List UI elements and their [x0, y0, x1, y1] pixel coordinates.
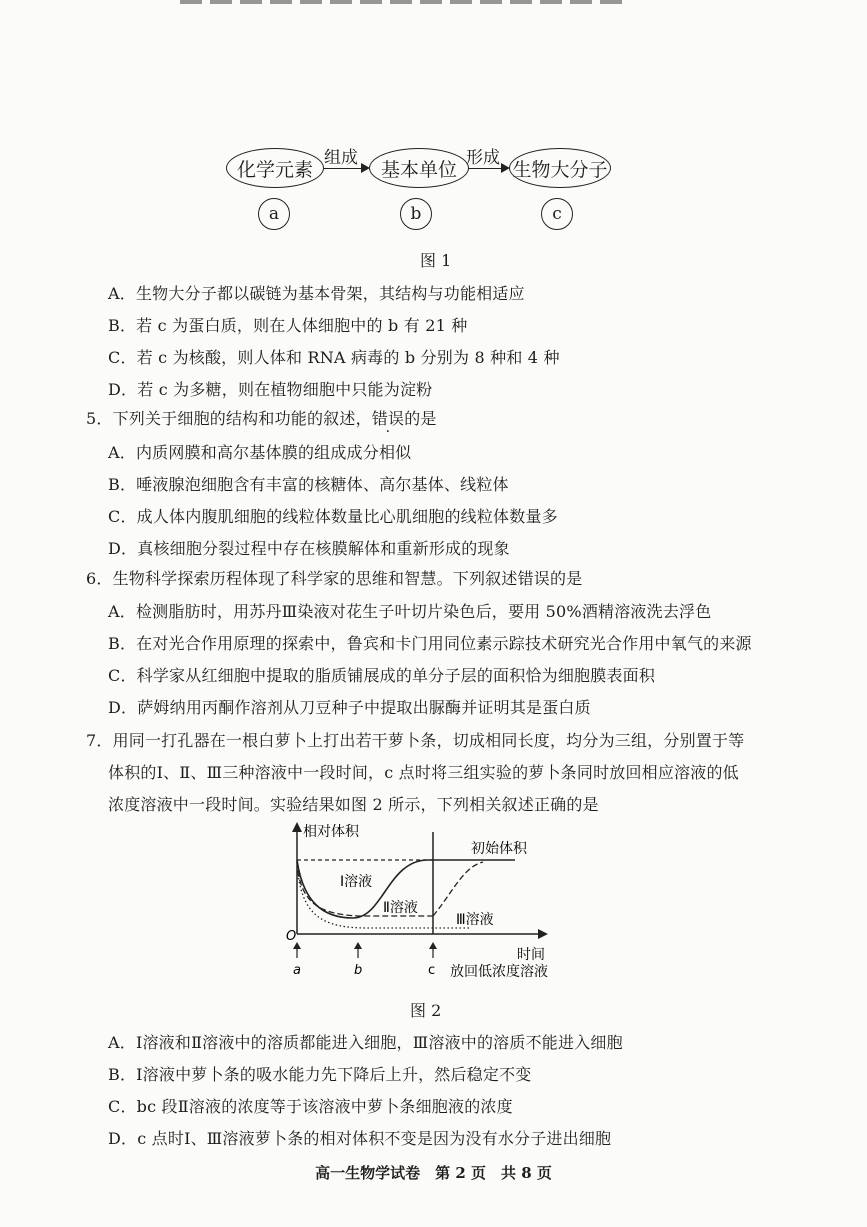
q7-option-a: A．Ⅰ溶液和Ⅱ溶液中的溶质都能进入细胞，Ⅲ溶液中的溶质不能进入细胞 [108, 1033, 623, 1052]
marker-b-arrowhead [354, 942, 362, 949]
arrow-label-compose: 组成 [324, 148, 358, 168]
q7-option-b: B．Ⅰ溶液中萝卜条的吸水能力先下降后上升，然后稳定不变 [108, 1065, 532, 1084]
q5-option-b: B．唾液腺泡细胞含有丰富的核糖体、高尔基体、线粒体 [108, 475, 509, 494]
initial-volume-label: 初始体积 [471, 841, 527, 857]
figure-2-caption: 图 2 [410, 1001, 442, 1020]
marker-a-label: a [293, 963, 301, 978]
q6-option-d: D．萨姆纳用丙酮作溶剂从刀豆种子中提取出脲酶并证明其是蛋白质 [108, 698, 591, 717]
q6-stem-emphasis: 错误 [517, 569, 550, 588]
q6-option-c: C．科学家从红细胞中提取的脂质铺展成的单分子层的面积恰为细胞膜表面积 [108, 666, 656, 685]
solution-3-label: Ⅲ溶液 [456, 912, 494, 928]
x-axis-label: 时间 [517, 947, 545, 963]
q5-option-d: D．真核细胞分裂过程中存在核膜解体和重新形成的现象 [108, 539, 510, 558]
marker-b-label: b [354, 963, 363, 978]
circle-c: c [541, 198, 573, 230]
arrow-1 [324, 168, 368, 169]
q7-stem-line-3: 浓度溶液中一段时间。实验结果如图 2 所示，下列相关叙述正确的是 [108, 795, 599, 814]
circle-b: b [400, 198, 432, 230]
figure-2-graph [278, 822, 568, 992]
figure-1-flowchart [0, 140, 867, 240]
page-top-edge [180, 0, 630, 4]
q5-stem-emphasis: 错误 [371, 409, 405, 428]
figure-1-caption: 图 1 [420, 251, 452, 270]
marker-c-arrowhead [429, 942, 437, 949]
q4-option-c: C．若 c 为核酸，则人体和 RNA 病毒的 b 分别为 8 种和 4 种 [108, 348, 560, 367]
node-biomacromolecule: 生物大分子 [509, 148, 611, 188]
solution-2-label: Ⅱ溶液 [383, 900, 418, 916]
q7-option-d: D．c 点时Ⅰ、Ⅲ溶液萝卜条的相对体积不变是因为没有水分子进出细胞 [108, 1129, 612, 1148]
marker-c-label: c [428, 963, 436, 978]
y-axis-label: 相对体积 [303, 824, 359, 840]
q6-stem: 6．生物科学探索历程体现了科学家的思维和智慧。下列叙述错误的是 [86, 569, 583, 588]
page-footer: 高一生物学试卷 第 2 页 共 8 页 [315, 1164, 552, 1182]
y-axis-arrowhead [292, 822, 302, 832]
node-chemical-elements: 化学元素 [226, 148, 324, 188]
arrow-2 [468, 168, 508, 169]
q6-option-b: B．在对光合作用原理的探索中，鲁宾和卡门用同位素示踪技术研究光合作用中氧气的来源 [108, 634, 752, 653]
solution-2-recovery-curve [433, 862, 483, 916]
q4-option-a: A．生物大分子都以碳链为基本骨架，其结构与功能相适应 [108, 284, 525, 303]
origin-label: O [286, 929, 297, 944]
q4-option-b: B．若 c 为蛋白质，则在人体细胞中的 b 有 21 种 [108, 316, 468, 335]
arrow-label-form: 形成 [466, 148, 500, 168]
circle-a: a [258, 198, 290, 230]
q5-option-a: A．内质网膜和高尔基体膜的组成成分相似 [108, 443, 412, 462]
q6-option-a: A．检测脂肪时，用苏丹Ⅲ染液对花生子叶切片染色后，要用 50%酒精溶液洗去浮色 [108, 602, 712, 621]
q7-stem-line-1: 7．用同一打孔器在一根白萝卜上打出若干萝卜条，切成相同长度，均分为三组，分别置于等 [86, 731, 745, 750]
q4-option-d: D．若 c 为多糖，则在植物细胞中只能为淀粉 [108, 380, 433, 399]
node-basic-unit: 基本单位 [369, 148, 469, 188]
q7-stem-line-2: 体积的Ⅰ、Ⅱ、Ⅲ三种溶液中一段时间，c 点时将三组实验的萝卜条同时放回相应溶液的低 [108, 763, 739, 782]
q5-stem: 5．下列关于细胞的结构和功能的叙述，错误的是 [86, 409, 437, 428]
q7-option-c: C．bc 段Ⅱ溶液的浓度等于该溶液中萝卜条细胞液的浓度 [108, 1097, 513, 1116]
c-note-label: 放回低浓度溶液 [450, 964, 548, 980]
q5-option-c: C．成人体内腹肌细胞的线粒体数量比心肌细胞的线粒体数量多 [108, 507, 558, 526]
solution-1-label: Ⅰ溶液 [340, 874, 373, 890]
x-axis-arrowhead [538, 929, 548, 939]
